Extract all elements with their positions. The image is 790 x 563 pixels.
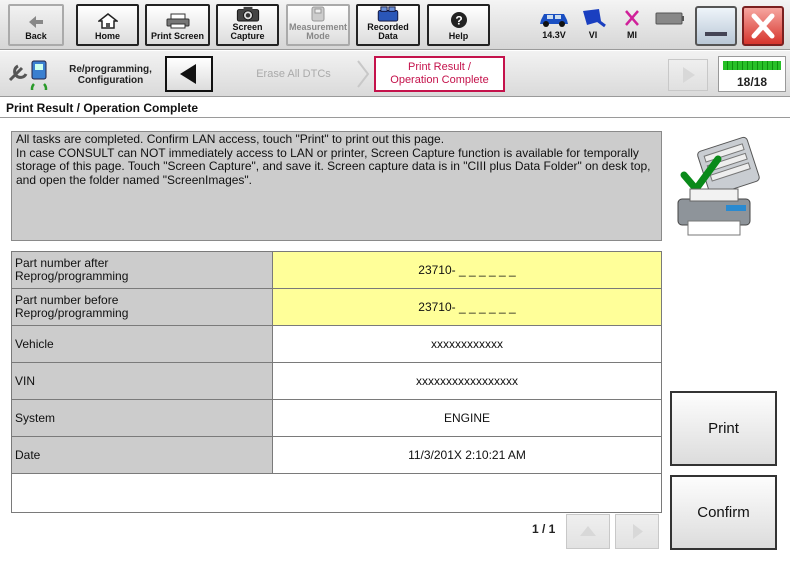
printer-icon bbox=[166, 13, 190, 29]
help-button-label: Help bbox=[448, 31, 469, 41]
reprogramming-icon bbox=[6, 58, 52, 90]
table-row bbox=[12, 363, 662, 400]
recorded-data-label-1: Recorded bbox=[367, 22, 409, 32]
measurement-icon bbox=[308, 6, 328, 22]
measurement-mode-button[interactable] bbox=[286, 4, 350, 46]
page-title: Print Result / Operation Complete bbox=[6, 101, 199, 115]
vi-indicator bbox=[575, 6, 611, 46]
help-button[interactable] bbox=[427, 4, 490, 46]
breadcrumb-back-button[interactable] bbox=[165, 56, 213, 92]
row-label-line: System bbox=[15, 410, 56, 425]
row-label-line: VIN bbox=[15, 373, 36, 388]
mi-text: MI bbox=[627, 30, 637, 40]
vi-text: VI bbox=[588, 30, 598, 40]
triangle-right-icon bbox=[616, 515, 658, 548]
row-label bbox=[12, 400, 273, 437]
page-down-button[interactable] bbox=[615, 514, 659, 549]
recorded-data-button[interactable] bbox=[356, 4, 420, 46]
row-label-line: Part number after bbox=[15, 256, 109, 270]
back-button[interactable] bbox=[8, 4, 64, 46]
row-label-line: Vehicle bbox=[15, 336, 54, 351]
mi-indicator bbox=[614, 6, 650, 46]
back-arrow-icon bbox=[28, 15, 44, 29]
battery-voltage-indicator bbox=[536, 6, 572, 46]
table-row bbox=[12, 400, 662, 437]
page-indicator: 1 / 1 bbox=[532, 522, 556, 536]
svg-text:?: ? bbox=[454, 13, 463, 28]
triangle-left-icon bbox=[167, 58, 211, 90]
row-value: 23710- _ _ _ _ _ _ bbox=[273, 289, 662, 326]
screen-capture-label-2: Capture bbox=[230, 31, 265, 41]
screen-capture-label-1: Screen bbox=[232, 22, 263, 32]
instruction-line-2: In case CONSULT can NOT immediately access to LAN or printer, Screen Capture function is available for temporally storage of this page. Touch "Screen Capture", and save it. Screen capture data is in "CIII plus Data Folder" on desk top, and open the folder named "ScreenImages". bbox=[16, 145, 651, 187]
home-button[interactable] bbox=[76, 4, 139, 46]
triangle-right-icon bbox=[669, 60, 707, 90]
row-label-line: Reprog/programming bbox=[15, 269, 129, 283]
row-value: 11/3/201X 2:10:21 AM bbox=[273, 437, 662, 474]
close-icon bbox=[744, 8, 782, 44]
row-value: xxxxxxxxxxxx bbox=[273, 326, 662, 363]
help-icon bbox=[450, 11, 468, 29]
toolbar bbox=[0, 0, 790, 50]
minimize-button[interactable] bbox=[695, 6, 737, 46]
table-row bbox=[12, 252, 662, 289]
instruction-message bbox=[11, 131, 662, 241]
row-value: xxxxxxxxxxxxxxxxx bbox=[273, 363, 662, 400]
battery-indicator bbox=[652, 6, 688, 46]
breadcrumb-current-line-2: Operation Complete bbox=[390, 74, 489, 86]
row-label-line: Reprog/programming bbox=[15, 306, 129, 320]
battery-icon bbox=[655, 8, 685, 28]
home-icon bbox=[98, 13, 118, 29]
breadcrumb-step-erase-dtcs-label: Erase All DTCs bbox=[256, 68, 331, 80]
close-button[interactable] bbox=[742, 6, 784, 46]
table-row bbox=[12, 326, 662, 363]
breadcrumb-step-erase-dtcs bbox=[226, 59, 361, 89]
triangle-up-icon bbox=[567, 515, 609, 548]
row-value: ENGINE bbox=[273, 400, 662, 437]
camera-icon bbox=[235, 6, 261, 22]
row-label bbox=[12, 437, 273, 474]
row-label bbox=[12, 363, 273, 400]
table-row bbox=[12, 289, 662, 326]
row-label bbox=[12, 252, 273, 289]
voltage-text: 14.3V bbox=[542, 30, 566, 40]
breadcrumb bbox=[0, 51, 790, 97]
breadcrumb-section-line-2: Configuration bbox=[77, 75, 144, 86]
print-button-label: Print bbox=[708, 420, 739, 437]
print-screen-button-label: Print Screen bbox=[150, 31, 205, 41]
mi-disconnected-icon bbox=[622, 8, 642, 28]
breadcrumb-current-line-1: Print Result / bbox=[408, 61, 471, 73]
print-screen-button[interactable] bbox=[145, 4, 210, 46]
back-button-label: Back bbox=[25, 31, 47, 41]
row-label-line: Date bbox=[15, 447, 41, 462]
step-progress-text: 18/18 bbox=[736, 75, 768, 89]
print-button[interactable] bbox=[670, 391, 777, 466]
chevron-right-icon bbox=[355, 59, 371, 89]
row-label bbox=[12, 289, 273, 326]
instruction-line-1: All tasks are completed. Confirm LAN access, touch "Print" to print out this page. bbox=[16, 132, 445, 146]
table-row-empty bbox=[12, 474, 662, 513]
confirm-button[interactable] bbox=[670, 475, 777, 550]
step-progress-bar bbox=[723, 61, 781, 70]
breadcrumb-current-step bbox=[374, 56, 505, 92]
recorded-data-icon bbox=[375, 6, 401, 22]
row-value: 23710- _ _ _ _ _ _ bbox=[273, 252, 662, 289]
measurement-mode-label-1: Measurement bbox=[288, 22, 348, 32]
car-icon bbox=[538, 8, 570, 28]
step-progress bbox=[718, 56, 786, 92]
title-divider bbox=[0, 117, 790, 118]
row-label bbox=[12, 326, 273, 363]
screen-capture-button[interactable] bbox=[216, 4, 279, 46]
step-progress-fill bbox=[723, 61, 781, 70]
ecu-printer-illustration-icon bbox=[670, 131, 776, 241]
page-up-button[interactable] bbox=[566, 514, 610, 549]
vi-connector-icon bbox=[579, 8, 607, 28]
row-label-line: Part number before bbox=[15, 293, 119, 307]
home-button-label: Home bbox=[94, 31, 120, 41]
table-row bbox=[12, 437, 662, 474]
empty-cell bbox=[12, 474, 662, 513]
recorded-data-label-2: Data bbox=[378, 31, 398, 41]
measurement-mode-label-2: Mode bbox=[306, 31, 330, 41]
result-table bbox=[11, 251, 662, 513]
confirm-button-label: Confirm bbox=[697, 504, 750, 521]
breadcrumb-section-line-1: Re/programming, bbox=[69, 64, 152, 75]
breadcrumb-section bbox=[58, 64, 163, 86]
breadcrumb-next-button[interactable] bbox=[668, 59, 708, 91]
result-table-body bbox=[12, 252, 662, 513]
